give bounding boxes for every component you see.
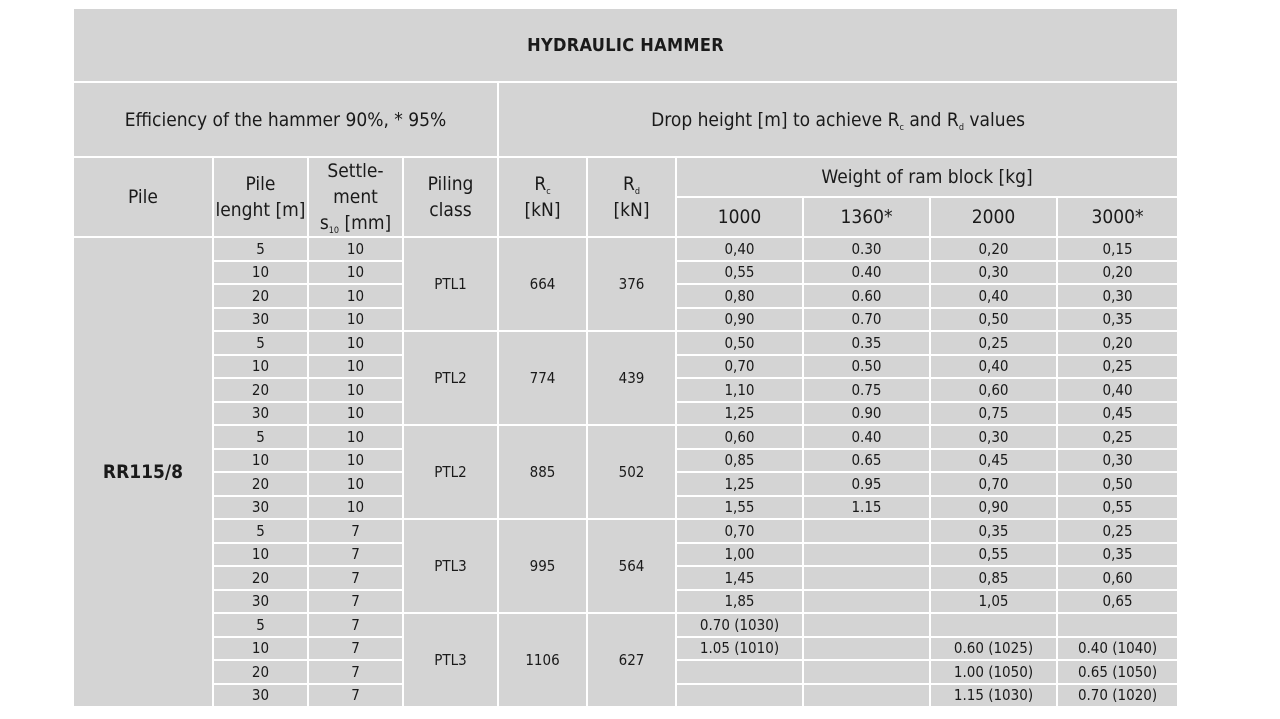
cell-drop-height: 0,25 [930,331,1057,355]
cell-drop-height: 0,25 [1057,425,1178,449]
cell-drop-height [803,637,930,661]
cell-drop-height: 0,50 [930,308,1057,332]
cell-pile-length: 30 [213,308,308,332]
header-pile: Pile [73,157,213,237]
cell-settlement: 7 [308,566,403,590]
cell-drop-height: 0.65 [803,449,930,473]
cell-piling-class: PTL2 [403,331,498,425]
cell-drop-height: 0,85 [930,566,1057,590]
cell-pile-length: 20 [213,472,308,496]
header-rc-sub: c [546,187,551,197]
drop-height-post: values [963,108,1025,131]
cell-settlement: 10 [308,284,403,308]
cell-drop-height: 0.70 [803,308,930,332]
cell-drop-height: 1,10 [676,378,803,402]
cell-drop-height [803,613,930,637]
cell-pile-length: 30 [213,684,308,708]
cell-drop-height: 1,45 [676,566,803,590]
cell-drop-height: 0,60 [676,425,803,449]
hammer-table-container [72,7,1177,708]
cell-drop-height: 0,40 [676,237,803,261]
header-settlement-line3-post: [mm] [339,212,392,234]
cell-pile-length: 5 [213,425,308,449]
header-weight-1360: 1360* [803,197,930,237]
cell-settlement: 7 [308,660,403,684]
cell-drop-height: 0,40 [1057,378,1178,402]
cell-drop-height: 0,25 [1057,519,1178,543]
cell-drop-height: 0.40 [803,425,930,449]
cell-drop-height: 0.35 [803,331,930,355]
cell-pile-length: 20 [213,566,308,590]
hydraulic-hammer-table [72,7,1179,708]
cell-drop-height: 0,70 [676,355,803,379]
cell-settlement: 10 [308,472,403,496]
cell-settlement: 7 [308,684,403,708]
cell-drop-height: 0,65 [1057,590,1178,614]
cell-pile-length: 30 [213,402,308,426]
cell-pile-length: 5 [213,519,308,543]
header-piling-class [403,157,498,237]
header-settlement-sub: 10 [328,226,340,236]
cell-pile-length: 5 [213,331,308,355]
cell-drop-height [803,660,930,684]
header-settlement-line1: Settle- [327,160,384,182]
cell-drop-height: 0,30 [1057,449,1178,473]
cell-pile-length: 5 [213,237,308,261]
cell-drop-height: 0,20 [930,237,1057,261]
cell-drop-height: 0.95 [803,472,930,496]
cell-drop-height: 0,35 [930,519,1057,543]
cell-piling-class: PTL1 [403,237,498,331]
cell-settlement: 10 [308,402,403,426]
header-weight-3000: 3000* [1057,197,1178,237]
cell-settlement: 10 [308,449,403,473]
cell-settlement: 10 [308,425,403,449]
header-weight-2000: 2000 [930,197,1057,237]
cell-drop-height: 0,45 [1057,402,1178,426]
cell-drop-height: 0,50 [1057,472,1178,496]
cell-rd: 627 [587,613,676,707]
header-settlement [308,157,403,237]
cell-drop-height: 0.70 (1030) [676,613,803,637]
cell-settlement: 7 [308,519,403,543]
cell-drop-height [803,566,930,590]
header-weight-1000: 1000 [676,197,803,237]
cell-drop-height: 0,55 [1057,496,1178,520]
cell-settlement: 7 [308,637,403,661]
cell-drop-height: 0,55 [930,543,1057,567]
table-body [73,237,1178,707]
cell-rc: 885 [498,425,587,519]
cell-settlement: 7 [308,613,403,637]
cell-drop-height: 0,20 [1057,261,1178,285]
cell-drop-height: 0,25 [1057,355,1178,379]
cell-pile-length: 20 [213,660,308,684]
cell-pile-length: 20 [213,378,308,402]
cell-rd: 376 [587,237,676,331]
cell-settlement: 10 [308,496,403,520]
cell-drop-height: 0,75 [930,402,1057,426]
cell-drop-height: 0,15 [1057,237,1178,261]
cell-pile-length: 10 [213,637,308,661]
cell-drop-height: 0,35 [1057,308,1178,332]
table-row [73,331,1178,355]
cell-drop-height [803,543,930,567]
cell-drop-height: 0,90 [676,308,803,332]
cell-drop-height: 0,60 [1057,566,1178,590]
cell-drop-height: 1,55 [676,496,803,520]
cell-drop-height: 0,55 [676,261,803,285]
header-rc-main: R [534,173,547,195]
cell-drop-height: 0,60 [930,378,1057,402]
header-rc [498,157,587,237]
table-title: HYDRAULIC HAMMER [73,8,1178,82]
cell-drop-height: 1,25 [676,472,803,496]
cell-drop-height: 0,30 [1057,284,1178,308]
cell-settlement: 7 [308,543,403,567]
cell-settlement: 10 [308,261,403,285]
table-row [73,237,1178,261]
cell-drop-height: 0,30 [930,261,1057,285]
header-weight: Weight of ram block [kg] [676,157,1178,197]
cell-rc: 774 [498,331,587,425]
cell-pile-length: 10 [213,261,308,285]
header-settlement-line2: ment [333,186,378,208]
header-settlement-line3-pre: s [319,212,329,234]
cell-drop-height [803,519,930,543]
cell-drop-height [1057,613,1178,637]
table-row [73,425,1178,449]
table-row [73,613,1178,637]
cell-drop-height: 1.15 (1030) [930,684,1057,708]
cell-drop-height: 1,00 [676,543,803,567]
cell-drop-height: 0.75 [803,378,930,402]
cell-drop-height: 0.60 [803,284,930,308]
cell-pile-length: 20 [213,284,308,308]
pile-name: RR115/8 [73,237,213,707]
cell-drop-height: 0.30 [803,237,930,261]
cell-drop-height: 0.60 (1025) [930,637,1057,661]
table-row [73,519,1178,543]
header-pile-length-line2: lenght [m] [215,199,306,221]
header-rd-main: R [622,173,635,195]
header-rd [587,157,676,237]
cell-drop-height: 0,85 [676,449,803,473]
cell-settlement: 10 [308,308,403,332]
cell-drop-height: 0,20 [1057,331,1178,355]
cell-piling-class: PTL3 [403,613,498,707]
drop-height-mid: and R [903,108,959,131]
cell-drop-height: 0.65 (1050) [1057,660,1178,684]
cell-settlement: 10 [308,355,403,379]
cell-drop-height: 0.70 (1020) [1057,684,1178,708]
cell-drop-height: 0,70 [930,472,1057,496]
drop-height-sub-d: d [958,122,964,133]
cell-drop-height: 1.00 (1050) [930,660,1057,684]
cell-settlement: 10 [308,331,403,355]
cell-rc: 995 [498,519,587,613]
efficiency-note: Efficiency of the hammer 90%, * 95% [73,82,498,157]
cell-drop-height: 0,70 [676,519,803,543]
cell-drop-height: 0.50 [803,355,930,379]
cell-drop-height: 1,85 [676,590,803,614]
header-rd-sub: d [634,187,641,197]
drop-height-sub-c: c [899,122,904,133]
cell-drop-height: 0,30 [930,425,1057,449]
cell-rc: 1106 [498,613,587,707]
cell-settlement: 10 [308,237,403,261]
cell-drop-height: 0,90 [930,496,1057,520]
cell-drop-height: 1.05 (1010) [676,637,803,661]
cell-pile-length: 30 [213,496,308,520]
cell-pile-length: 30 [213,590,308,614]
cell-drop-height: 0.90 [803,402,930,426]
header-piling-class-line1: Piling [427,173,474,195]
cell-drop-height [803,590,930,614]
cell-pile-length: 5 [213,613,308,637]
header-piling-class-line2: class [429,199,472,221]
drop-height-header [498,82,1178,157]
cell-drop-height: 0,45 [930,449,1057,473]
cell-drop-height: 1.15 [803,496,930,520]
header-pile-length-line1: Pile [245,173,276,195]
cell-drop-height [676,684,803,708]
header-rd-unit: [kN] [613,199,650,221]
drop-height-pre: Drop height [m] to achieve R [651,108,900,131]
cell-drop-height: 1,05 [930,590,1057,614]
cell-drop-height [676,660,803,684]
cell-rd: 439 [587,331,676,425]
cell-drop-height: 0.40 [803,261,930,285]
cell-settlement: 10 [308,378,403,402]
cell-piling-class: PTL2 [403,425,498,519]
cell-drop-height: 0.40 (1040) [1057,637,1178,661]
cell-drop-height: 0,40 [930,355,1057,379]
cell-drop-height: 0,40 [930,284,1057,308]
header-pile-length [213,157,308,237]
cell-pile-length: 10 [213,543,308,567]
cell-drop-height [803,684,930,708]
cell-settlement: 7 [308,590,403,614]
cell-drop-height: 0,80 [676,284,803,308]
cell-drop-height: 0,35 [1057,543,1178,567]
cell-rc: 664 [498,237,587,331]
cell-rd: 502 [587,425,676,519]
cell-drop-height [930,613,1057,637]
cell-rd: 564 [587,519,676,613]
cell-pile-length: 10 [213,355,308,379]
cell-drop-height: 1,25 [676,402,803,426]
cell-drop-height: 0,50 [676,331,803,355]
cell-pile-length: 10 [213,449,308,473]
cell-piling-class: PTL3 [403,519,498,613]
header-rc-unit: [kN] [524,199,561,221]
